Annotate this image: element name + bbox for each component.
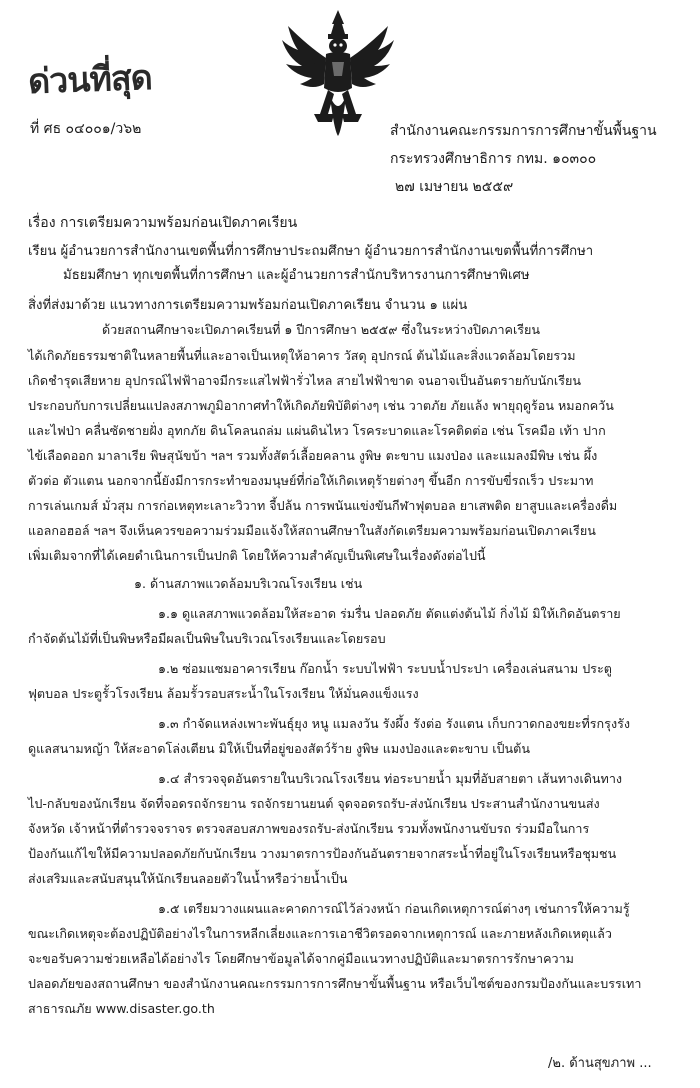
body-line: ส่งเสริมและสนับสนุนให้นักเรียนลอยตัวในน้ำหรือว่ายน้ำเป็น bbox=[28, 871, 348, 886]
body-line: ขณะเกิดเหตุจะต้องปฏิบัติอย่างไรในการหลีกเลี่ยงและการเอาชีวิตรอดจากเหตุการณ์ และภายหลังเกิดเหตุแล้ว bbox=[28, 926, 612, 941]
body-line: ป้องกันแก้ไขให้มีความปลอดภัยกับนักเรียน วางมาตรการป้องกันอันตรายจากสระน้ำที่อยู่ในโรงเรียนหรือชุมชน bbox=[28, 846, 617, 861]
body-line: ๑.๓ กำจัดแหล่งเพาะพันธุ์ยุง หนู แมลงวัน รังผึ้ง รังต่อ รังแตน เก็บกวาดกองขยะที่รกรุงรัง bbox=[158, 716, 631, 731]
subject-line: เรื่อง การเตรียมความพร้อมก่อนเปิดภาคเรียน bbox=[28, 215, 298, 231]
body-line: สาธารณภัย www.disaster.go.th bbox=[28, 1001, 215, 1016]
continuation-note: /๒. ด้านสุขภาพ ... bbox=[548, 1056, 652, 1071]
body-line: แอลกอฮอล์ ฯลฯ จึงเห็นควรขอความร่วมมือแจ้งให้สถานศึกษาในสังกัดเตรียมความพร้อมก่อนเปิดภาคเรียน bbox=[28, 523, 596, 538]
body-line: ๑.๕ เตรียมวางแผนและคาดการณ์ไว้ล่วงหน้า ก่อนเกิดเหตุการณ์ต่างๆ เช่นการให้ความรู้ bbox=[158, 901, 630, 916]
garuda-emblem bbox=[278, 6, 398, 146]
enclosure-line: สิ่งที่ส่งมาด้วย แนวทางการเตรียมความพร้อมก่อนเปิดภาคเรียน จำนวน ๑ แผ่น bbox=[28, 298, 468, 313]
body-line: ดูแลสนามหญ้า ให้สะอาดโล่งเตียน มิให้เป็นที่อยู่ของสัตว์ร้าย งูพิษ แมงป่องและตะขาบ เป็นต้น bbox=[28, 741, 530, 756]
body-line: ๑.๒ ซ่อมแซมอาคารเรียน ก๊อกน้ำ ระบบไฟฟ้า ระบบน้ำประปา เครื่องเล่นสนาม ประตู bbox=[158, 661, 612, 676]
document-number: ที่ ศธ ๐๔๐๐๑/ว๖๒ bbox=[30, 121, 142, 137]
recipient-line-2: มัธยมศึกษา ทุกเขตพื้นที่การศึกษา และผู้อำนวยการสำนักบริหารงานการศึกษาพิเศษ bbox=[63, 268, 530, 283]
body-line: เกิดชำรุดเสียหาย อุปกรณ์ไฟฟ้าอาจมีกระแสไฟฟ้ารั่วไหล สายไฟฟ้าขาด จนอาจเป็นอันตรายกับนักเรียน bbox=[28, 373, 581, 388]
body-line: การเล่นเกมส์ มั่วสุม การก่อเหตุทะเลาะวิวาท จี้ปล้น การพนันแข่งขันกีฬาฟุตบอล ยาเสพติด ยาสูบและเครื่องดื่ม bbox=[28, 498, 618, 513]
letter-date: ๒๗ เมษายน ๒๕๕๙ bbox=[395, 179, 514, 195]
body-line: เพิ่มเติมจากที่ได้เคยดำเนินการเป็นปกติ โดยให้ความสำคัญเป็นพิเศษในเรื่องดังต่อไปนี้ bbox=[28, 548, 486, 563]
body-line: ด้วยสถานศึกษาจะเปิดภาคเรียนที่ ๑ ปีการศึกษา ๒๕๕๙ ซึ่งในระหว่างปิดภาคเรียน bbox=[102, 322, 541, 337]
body-line: กำจัดต้นไม้ที่เป็นพิษหรือมีผลเป็นพิษในบริเวณโรงเรียนและโดยรอบ bbox=[28, 631, 386, 646]
body-line: ฟุตบอล ประตูรั้วโรงเรียน ล้อมรั้วรอบสระน้ำในโรงเรียน ให้มั่นคงแข็งแรง bbox=[28, 686, 419, 701]
issuing-office: สำนักงานคณะกรรมการการศึกษาขั้นพื้นฐาน bbox=[390, 123, 657, 139]
body-line: ได้เกิดภัยธรรมชาติในหลายพื้นที่และอาจเป็นเหตุให้อาคาร วัสดุ อุปกรณ์ ต้นไม้และสิ่งแวดล้อมโดยรวม bbox=[28, 348, 576, 363]
issuing-ministry: กระทรวงศึกษาธิการ กทม. ๑๐๓๐๐ bbox=[390, 151, 597, 167]
body-line: ไป-กลับของนักเรียน จัดที่จอดรถจักรยาน รถจักรยานยนต์ จุดจอดรถรับ-ส่งนักเรียน ประสานสำนักงานขนส่ง bbox=[28, 796, 600, 811]
body-line: ปลอดภัยของสถานศึกษา ของสำนักงานคณะกรรมการการศึกษาขั้นพื้นฐาน หรือเว็บไซต์ของกรมป้องกันและบรรเทา bbox=[28, 976, 642, 991]
section-heading: ๑. ด้านสภาพแวดล้อมบริเวณโรงเรียน เช่น bbox=[134, 576, 363, 591]
body-line: ไข้เลือดออก มาลาเรีย พิษสุนัขบ้า ฯลฯ รวมทั้งสัตว์เลื้อยคลาน งูพิษ ตะขาบ แมงป่อง และแมลงมีพิษ เช่น ผึ้ง bbox=[28, 448, 598, 463]
body-line: ตัวต่อ ตัวแตน นอกจากนี้ยังมีการกระทำของมนุษย์ที่ก่อให้เกิดเหตุร้ายต่างๆ ขึ้นอีก การขับขี่รถเร็ว ประมาท bbox=[28, 473, 594, 488]
body-line: ๑.๑ ดูแลสภาพแวดล้อมให้สะอาด ร่มรื่น ปลอดภัย ตัดแต่งต้นไม้ กิ่งไม้ มิให้เกิดอันตราย bbox=[158, 606, 621, 621]
body-line: จังหวัด เจ้าหน้าที่ตำรวจจราจร ตรวจสอบสภาพของรถรับ-ส่งนักเรียน รวมทั้งพนักงานขับรถ ร่วมมือในการ bbox=[28, 821, 590, 836]
body-line: ๑.๔ สำรวจจุดอันตรายในบริเวณโรงเรียน ท่อระบายน้ำ มุมที่อับสายตา เส้นทางเดินทาง bbox=[158, 771, 623, 786]
urgent-stamp: ด่วนที่สุด bbox=[27, 57, 153, 103]
body-line: ประกอบกับการเปลี่ยนแปลงสภาพภูมิอากาศทำให้เกิดภัยพิบัติต่างๆ เช่น วาตภัย ภัยแล้ง พายุฤดูร้อน หมอกควัน bbox=[28, 398, 614, 413]
body-line: จะขอรับความช่วยเหลือได้อย่างไร โดยศึกษาข้อมูลได้จากคู่มือแนวทางปฏิบัติและมาตรการรักษาความ bbox=[28, 951, 574, 966]
recipient-line-1: เรียน ผู้อำนวยการสำนักงานเขตพื้นที่การศึกษาประถมศึกษา ผู้อำนวยการสำนักงานเขตพื้นที่การศึกษา bbox=[28, 244, 594, 259]
body-line: และไฟป่า คลื่นซัดชายฝั่ง อุทกภัย ดินโคลนถล่ม แผ่นดินไหว โรคระบาดและโรคติดต่อ เช่น โรคมือ เท้า ปาก bbox=[28, 423, 606, 438]
